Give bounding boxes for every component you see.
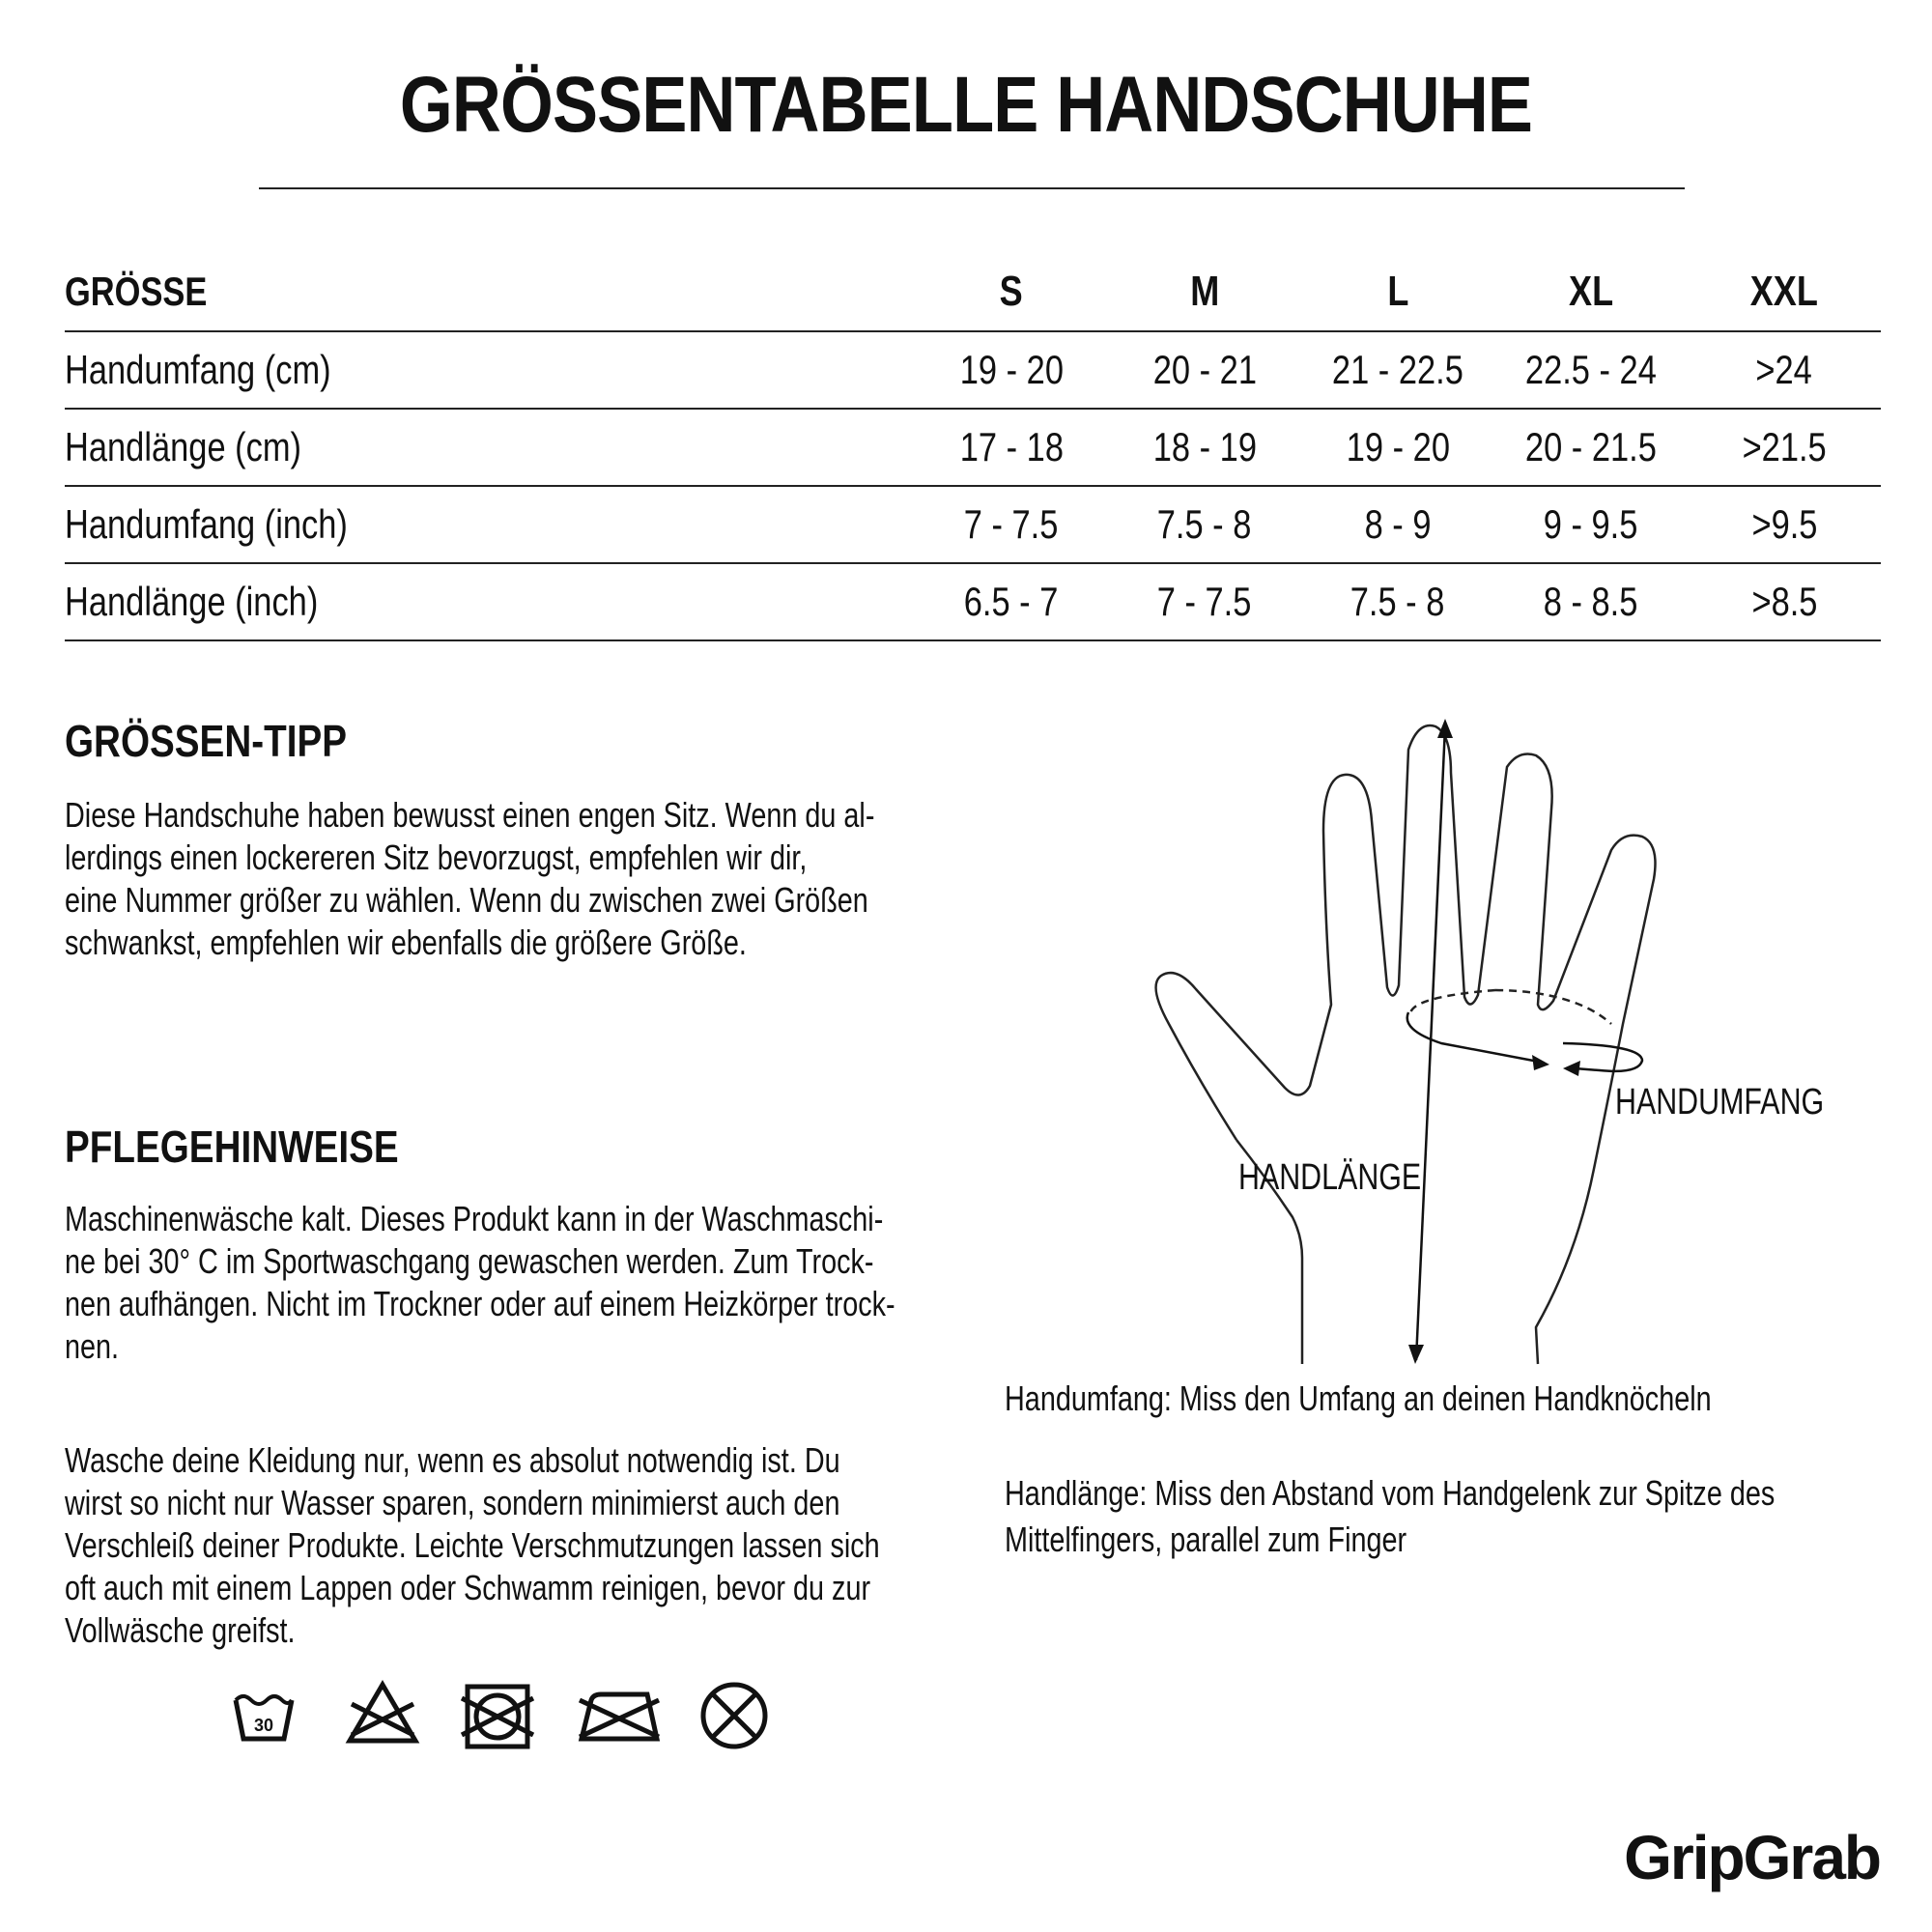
header-size-xxl: XXL bbox=[1688, 253, 1881, 331]
table-cell: 7.5 - 8 bbox=[1301, 563, 1494, 640]
row-label: Handumfang (cm) bbox=[65, 331, 915, 409]
table-cell: 7 - 7.5 bbox=[1108, 563, 1301, 640]
care-text-2: Wasche deine Kleidung nur, wenn es absolut notwendig ist. Du wirst so nicht nur Wasser sparen, sondern minimierst auch den Verschleiß deiner Produkte. Leichte Verschmutzungen lassen sich oft auch mit einem Lappen oder Schwamm reinigen, bevor du zur Vollwäsche greifst. bbox=[65, 1440, 880, 1650]
table-cell: 19 - 20 bbox=[915, 331, 1108, 409]
table-header-row bbox=[65, 253, 1881, 331]
size-tip-text: Diese Handschuhe haben bewusst einen engen Sitz. Wenn du al- lerdings einen lockereren Sitz bevorzugst, empfehlen wir dir, eine Nummer größer zu wählen. Wenn du zwischen zwei Größen schwankst, empfehlen wir ebenfalls die größere Größe. bbox=[65, 795, 875, 962]
table-cell: 21 - 22.5 bbox=[1301, 331, 1494, 409]
table-row bbox=[65, 486, 1881, 563]
row-label: Handlänge (inch) bbox=[65, 563, 915, 640]
handlaenge-label: HANDLÄNGE bbox=[1238, 1157, 1422, 1198]
care-text-1: Maschinenwäsche kalt. Dieses Produkt kann in der Waschmaschi- ne bei 30° C im Sportwaschgang gewaschen werden. Zum Trock- nen aufhängen. Nicht im Trockner oder auf einem Heizkörper trock- nen. bbox=[65, 1199, 895, 1366]
wash-30-icon bbox=[230, 1679, 298, 1747]
hand-outline-icon bbox=[1140, 715, 1835, 1372]
table-cell: 20 - 21 bbox=[1108, 331, 1301, 409]
header-size-m: M bbox=[1108, 253, 1301, 331]
gripgrab-logo: GripGrab bbox=[1624, 1823, 1880, 1892]
table-cell: 22.5 - 24 bbox=[1494, 331, 1688, 409]
table-cell: >24 bbox=[1688, 331, 1881, 409]
hand-diagram bbox=[1140, 715, 1835, 1372]
header-size-l: L bbox=[1301, 253, 1494, 331]
size-tip-heading: GRÖSSEN-TIPP bbox=[65, 716, 347, 766]
row-label: Handumfang (inch) bbox=[65, 486, 915, 563]
circumference-note: Handumfang: Miss den Umfang an deinen Handknöcheln bbox=[1005, 1378, 1712, 1418]
header-size-s: S bbox=[915, 253, 1108, 331]
svg-text:30: 30 bbox=[253, 1716, 274, 1735]
table-row bbox=[65, 409, 1881, 486]
row-label: Handlänge (cm) bbox=[65, 409, 915, 486]
table-cell: 7 - 7.5 bbox=[915, 486, 1108, 563]
table-row bbox=[65, 331, 1881, 409]
table-cell: 20 - 21.5 bbox=[1494, 409, 1688, 486]
title-divider bbox=[259, 187, 1685, 189]
table-cell: 19 - 20 bbox=[1301, 409, 1494, 486]
length-note: Handlänge: Miss den Abstand vom Handgelenk zur Spitze des Mittelfingers, parallel zum Finger bbox=[1005, 1473, 1776, 1559]
no-tumble-dry-icon bbox=[460, 1679, 535, 1754]
table-cell: 8 - 9 bbox=[1301, 486, 1494, 563]
no-dry-clean-icon bbox=[697, 1679, 771, 1752]
care-heading: PFLEGEHINWEISE bbox=[65, 1122, 399, 1172]
page-title: GRÖSSENTABELLE HANDSCHUHE bbox=[399, 61, 1533, 149]
table-cell: >9.5 bbox=[1688, 486, 1881, 563]
table-cell: 7.5 - 8 bbox=[1108, 486, 1301, 563]
table-cell: 17 - 18 bbox=[915, 409, 1108, 486]
table-cell: >8.5 bbox=[1688, 563, 1881, 640]
no-bleach-icon bbox=[344, 1679, 421, 1747]
table-cell: >21.5 bbox=[1688, 409, 1881, 486]
table-row bbox=[65, 563, 1881, 640]
table-cell: 6.5 - 7 bbox=[915, 563, 1108, 640]
table-cell: 9 - 9.5 bbox=[1494, 486, 1688, 563]
care-symbols bbox=[230, 1679, 771, 1766]
handumfang-label: HANDUMFANG bbox=[1615, 1082, 1825, 1122]
table-cell: 8 - 8.5 bbox=[1494, 563, 1688, 640]
header-size-xl: XL bbox=[1494, 253, 1688, 331]
size-table bbox=[65, 253, 1881, 641]
no-iron-icon bbox=[576, 1679, 663, 1747]
table-cell: 18 - 19 bbox=[1108, 409, 1301, 486]
header-groesse: GRÖSSE bbox=[65, 253, 915, 331]
